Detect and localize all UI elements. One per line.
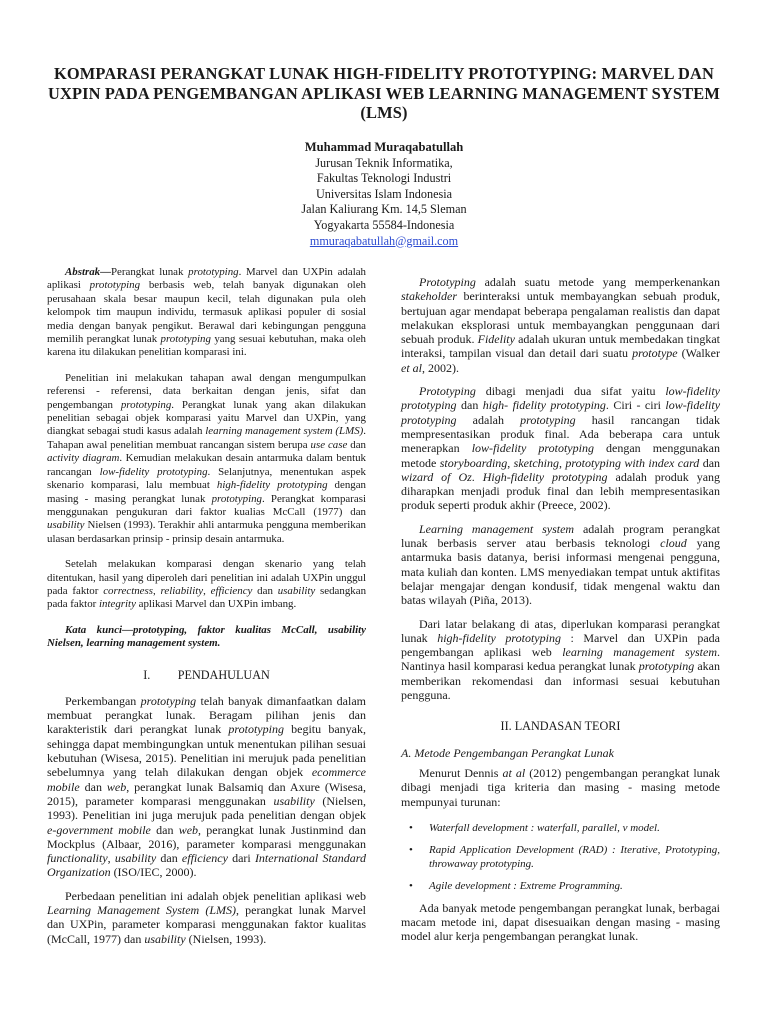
- italic-term: Prototyping: [419, 275, 476, 289]
- italic-term: high-fidelity prototyping: [437, 630, 561, 645]
- text-run: ,: [153, 584, 161, 597]
- italic-term: High-fidelity prototyping: [482, 469, 608, 484]
- section-number: I.: [143, 667, 151, 682]
- italic-term: usability: [47, 519, 85, 532]
- text-run: Penelitian ini melakukan tahapan awal dengan mengumpulkan referensi - referensi, data berkaitan dengan jenis, sifat dan pengembangan: [47, 371, 366, 411]
- text-run: Perkembangan: [65, 693, 141, 708]
- text-run: dan: [252, 584, 278, 597]
- italic-term: correctness: [103, 584, 153, 597]
- affiliation-line: Jurusan Teknik Informatika,: [315, 155, 453, 170]
- text-run: dibagi menjadi dua sifat yaitu: [475, 384, 666, 399]
- italic-term: e-government mobile: [47, 822, 151, 837]
- text-run: Dari latar belakang di atas, diperlukan komparasi perangkat lunak: [401, 616, 720, 645]
- abstract-paragraph: [47, 558, 366, 612]
- affiliation-line: Universitas Islam Indonesia: [315, 186, 453, 201]
- text-run: berinteraksi untuk membayangkan sebuah produk, bertujuan agar mendapat beberapa pengalaman realistis dan dapat melakukan eksplorasi untuk membayangkan penggunaan dari sebuah produk.: [401, 289, 720, 347]
- italic-term: low-fidelity prototyping: [401, 398, 721, 427]
- text-run: dan: [150, 822, 179, 837]
- text-run: Nielsen (1993). Terakhir ahli antarmuka pengguna memberikan ulasan berdasarkan prinsip - prinsip desain antarmuka.: [47, 519, 366, 545]
- abstract-text: [47, 266, 366, 358]
- italic-term: usability: [277, 584, 316, 597]
- text-run: adalah: [456, 412, 521, 427]
- text-run: . Tahapan awal penelitian membuat rancangan sistem berupa: [47, 425, 366, 451]
- author-block: [0, 140, 768, 249]
- bullet-list: [401, 821, 720, 893]
- italic-term: low-fidelity prototyping: [99, 465, 208, 478]
- text-run: akan memberikan rekomendasi dan informasi sesuai kebutuhan pengguna.: [401, 659, 720, 703]
- body-paragraph: [401, 766, 720, 809]
- italic-term: prototype: [632, 346, 678, 361]
- italic-term: et al: [401, 360, 422, 375]
- list-item: • Rapid Application Development (RAD) : Iterative, Prototyping, throwaway prototyping.: [425, 843, 720, 871]
- text-run: , perangkat lunak Justinmind dan Mockplus (Albaar, 2016), parameter komparasi menggunakan: [47, 822, 366, 851]
- text-run: adalah program perangkat lunak berbasis server atau berbasis teknologi: [401, 521, 720, 551]
- text-run: yang sesuai kebutuhan, maka oleh karena itu dilakukan penelitian komparasi ini.: [47, 333, 366, 359]
- body-paragraph: [401, 384, 720, 513]
- italic-term: low-fidelity prototyping: [471, 441, 594, 456]
- body-paragraph: [47, 694, 366, 880]
- italic-term: prototyping: [89, 279, 141, 292]
- italic-term: storyboarding: [439, 455, 508, 470]
- text-run: adalah ukuran untuk membedakan tingkat interaksi, tampilan visual dan detail dari suatu: [401, 332, 720, 361]
- text-run: , 2002).: [422, 360, 459, 375]
- text-run: Setelah melakukan komparasi dengan skenario yang telah ditentukan, hasil yang diperoleh dari penelitian ini adalah UXPin unggul pada faktor: [47, 558, 366, 597]
- text-run: adalah suatu metode yang memperkenankan: [475, 275, 720, 289]
- paper-title: KOMPARASI PERANGKAT LUNAK HIGH-FIDELITY PROTOTYPING: MARVEL DAN UXPIN PADA PENGEMBANGAN APLIKASI WEB LEARNING MANAGEMENT SYSTEM (LMS): [48, 64, 720, 123]
- body-paragraph: [401, 275, 720, 375]
- text-run: begitu banyak, sehingga dapat membingungkan untuk menentukan pilihan sesuai kebutuhan (Wisesa, 2015). Penelitian ini merujuk pada penelitian sebelumnya yang telah dilakukan dengan objek: [47, 722, 366, 780]
- italic-term: efficiency: [210, 584, 253, 597]
- text-run: dan: [456, 398, 483, 413]
- affiliation-line: Jalan Kaliurang Km. 14,5 Sleman: [301, 202, 467, 217]
- text-run: dari: [227, 851, 255, 866]
- italic-term: usability: [273, 793, 315, 808]
- italic-term: prototyping: [120, 398, 172, 411]
- text-run: (ISO/IEC, 2000).: [110, 865, 197, 880]
- italic-term: prototyping: [211, 492, 262, 505]
- text-run: dan: [699, 455, 721, 470]
- italic-term: wizard of Oz: [401, 469, 472, 484]
- text-run: Menurut Dennis: [419, 765, 503, 780]
- italic-term: reliability: [160, 584, 204, 597]
- text-run: . Nantinya hasil komparasi kedua perangkat lunak: [401, 645, 720, 674]
- list-item: • Agile development : Extreme Programming.: [425, 879, 720, 893]
- right-column: [401, 266, 720, 944]
- text-run: . Perangkat komparasi menggunakan pengukuran dari faktor kualias McCall (1977) dan: [47, 492, 366, 518]
- italic-term: prototyping with index card: [565, 455, 700, 470]
- text-run: dan: [347, 438, 366, 451]
- text-run: dan: [156, 851, 182, 866]
- text-run: hasil rancangan tidak mempresentasikan produk final. Ada beberapa cara untuk menerapkan: [401, 412, 721, 456]
- text-run: . Ciri - ciri: [605, 398, 666, 413]
- text-run: ,: [203, 584, 211, 597]
- text-run: aplikasi Marvel dan UXPin imbang.: [135, 598, 297, 611]
- text-run: dan: [79, 779, 107, 794]
- text-run: ,: [107, 851, 115, 866]
- abstract-paragraph: Abstrak—Perangkat lunak prototyping. Marvel dan UXPin adalah aplikasi prototyping berbasis web, telah banyak digunakan oleh perusahaan skala besar maupun kecil, telah digunakan pula oleh kelompok tim maupun individu, termasuk aplikasi populer di sosial media dengan banyak pengikut. Berawal dari kebingungan pengguna memilih perangkat lunak prototyping yang sesuai kebutuhan, maka oleh karena itu dilakukan penelitian komparasi ini.: [47, 266, 367, 359]
- text-run: yang antarmuka basis datanya, berisi informasi mengenai pengguna, mata kuliah dan konten. LMS menyediakan tempat untuk aktifitas belajar mengajar dengan kondusif, tidak mengenal waktu dan batas wilayah (Piña, 2013).: [401, 536, 721, 608]
- italic-term: prototyping: [188, 266, 239, 278]
- italic-term: high- fidelity prototyping: [482, 398, 606, 413]
- list-item: • Waterfall development : waterfall, parallel, v model.: [425, 821, 720, 835]
- italic-term: at al: [502, 765, 526, 780]
- italic-term: prototyping: [520, 412, 576, 427]
- italic-term: prototyping: [160, 333, 211, 346]
- body-paragraph: [401, 522, 720, 608]
- text-run: . Marvel dan UXPin adalah aplikasi: [47, 266, 367, 292]
- italic-term: Fidelity: [477, 332, 515, 347]
- abstract-label: Abstrak: [65, 266, 101, 278]
- text-run: , perangkat lunak Balsamiq dan Axure (Wisesa, 2015), parameter komparasi menggunakan: [47, 779, 366, 808]
- italic-term: usability: [114, 851, 157, 866]
- text-run: Ada banyak metode pengembangan perangkat lunak, berbagai macam metode ini, dapat disesuaikan dengan masing - masing model alur kerja pengembangan perangkat lunak.: [401, 900, 720, 944]
- italic-term: stakeholder: [401, 289, 457, 304]
- left-column: [47, 266, 366, 946]
- text-run: berbasis web, telah banyak digunakan oleh perusahaan skala besar maupun kecil, telah digunakan pula oleh kelompok tim maupun individu, termasuk aplikasi populer di sosial media dengan banyak pengikut. Berawal dari kebingungan pengguna memilih perangkat lunak: [47, 279, 366, 346]
- italic-term: web: [178, 822, 199, 837]
- italic-term: use case: [310, 438, 348, 451]
- italic-term: activity diagram: [47, 452, 120, 465]
- text-run: . Selanjutnya, menentukan aspek skenario komparasi, lalu membuat: [47, 465, 366, 492]
- author-email-link[interactable]: mmuraqabatullah@gmail.com: [309, 233, 459, 248]
- subsection-heading: A. Metode Pengembangan Perangkat Lunak: [401, 745, 614, 760]
- italic-term: prototyping: [638, 659, 695, 674]
- text-run: : Marvel dan UXPin pada pengembangan aplikasi web: [401, 630, 720, 660]
- text-run: .: [471, 469, 483, 484]
- text-run: . Kemudian melakukan desain antarmuka dalam bentuk rancangan: [47, 452, 366, 478]
- text-run: Perangkat lunak: [111, 266, 189, 278]
- text-run: adalah produk yang diharapkan menjadi produk final dan lebih mempresentasikan produk seperti produk akhir (Preece, 2002).: [401, 469, 721, 513]
- text-run: (Nielsen, 1993). Penelitian ini juga merujuk pada penelitian dengan objek: [47, 793, 366, 823]
- italic-term: Learning management system: [419, 521, 575, 536]
- text-run: sedangkan pada faktor: [47, 584, 367, 611]
- section-heading: II. LANDASAN TEORI: [500, 719, 621, 734]
- italic-term: cloud: [660, 536, 687, 551]
- keywords-text: prototyping, faktor kualitas McCall, usability Nielsen, learning management system.: [47, 623, 366, 650]
- italic-term: usability: [144, 931, 186, 946]
- text-run: ,: [559, 455, 566, 470]
- author-name: Muhammad Muraqabatullah: [304, 140, 464, 154]
- text-run: . Perangkat lunak yang akan dilakukan penelitian sebagai objek komparasi yaitu Marvel dan UXPin, yang diangkat sebagai studi kasus adalah: [47, 398, 366, 438]
- body-paragraph: [47, 889, 366, 946]
- text-run: dengan masing - masing perangkat lunak: [47, 479, 367, 505]
- italic-term: learning management system (LMS): [205, 425, 364, 438]
- section-title: PENDAHULUAN: [177, 667, 270, 682]
- italic-term: functionality: [47, 851, 108, 866]
- italic-term: ecommerce mobile: [47, 765, 366, 794]
- italic-term: prototyping: [140, 693, 197, 708]
- section-heading: [47, 668, 366, 682]
- italic-term: prototyping: [228, 722, 284, 737]
- italic-term: Prototyping: [419, 384, 476, 399]
- keywords-label: Kata kunci: [65, 623, 123, 636]
- text-run: Perbedaan penelitian ini adalah objek penelitian aplikasi web: [65, 888, 366, 903]
- italic-term: efficiency: [181, 851, 228, 866]
- body-paragraph: [401, 617, 720, 703]
- text-run: (Walker: [677, 346, 720, 361]
- italic-term: sketching: [513, 455, 559, 470]
- italic-term: International Standard Organization: [47, 851, 367, 880]
- affiliation-line: Fakultas Teknologi Industri: [316, 171, 452, 186]
- italic-term: low-fidelity prototyping: [401, 384, 720, 413]
- text-run: telah banyak dimanfaatkan dalam membuat perangkat lunak. Beragam pilihan jenis dan karakteristik dari perangkat lunak: [47, 693, 366, 737]
- keywords: Kata kunci—prototyping, faktor kualitas McCall, usability Nielsen, learning management system.: [47, 623, 366, 650]
- affiliation-line: Yogyakarta 55584-Indonesia: [313, 217, 455, 232]
- italic-term: high-fidelity prototyping: [216, 479, 328, 492]
- italic-term: Learning Management System (LMS): [47, 903, 237, 918]
- abstract-paragraph: [47, 372, 366, 546]
- text-run: , perangkat lunak Marvel dan UXPin, parameter komparasi menggunakan faktor kualitas (McCall, 1977) dan: [47, 903, 367, 946]
- text-run: (2012) pengembangan perangkat lunak dibagi menjadi tiga kriteria dan masing - masing metode mempunyai turunan:: [401, 765, 720, 809]
- text-run: ,: [507, 455, 514, 470]
- italic-term: learning management system: [562, 645, 717, 660]
- italic-term: integrity: [99, 598, 136, 611]
- body-paragraph: [401, 901, 720, 944]
- italic-term: web: [106, 779, 127, 794]
- text-run: dengan menggunakan metode: [401, 441, 721, 470]
- text-run: (Nielsen, 1993).: [185, 931, 267, 946]
